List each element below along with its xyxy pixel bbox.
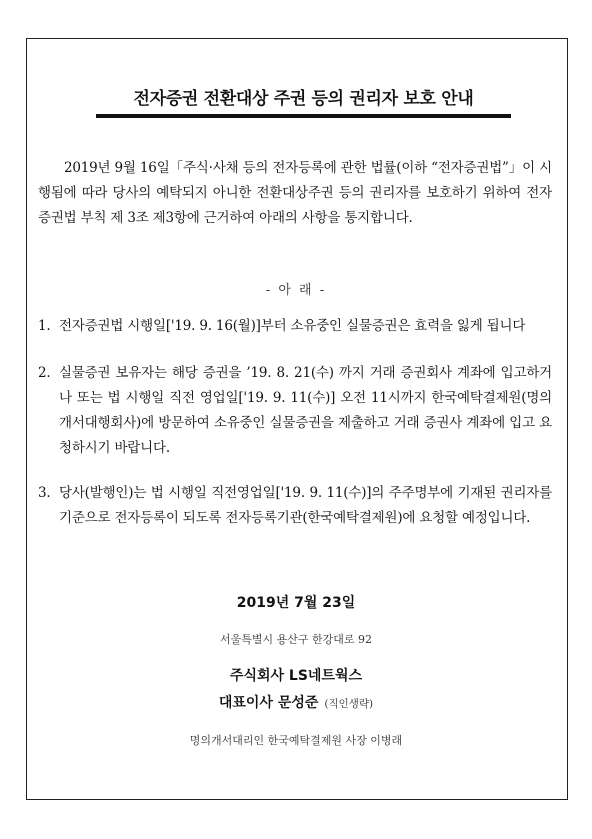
notice-item-3 (38, 481, 552, 531)
notice-date: 2019년 7월 23일 (236, 595, 356, 611)
notice-item-text: 실물증권 보유자는 해당 증권을 ’19. 8. 21(수) 까지 거래 증권회사 계좌에 입고하거나 또는 법 시행일 직전 영업일['19. 9. 11(수)] 오전 11시까지 한국예탁결제원(명의개서대행회사)에 방문하여 소유중인 실물증권을 제출하고 거래 증권사 계좌에 입고 요청하시기 바랍니다. (59, 365, 552, 456)
notice-item-text: 당사(발행인)는 법 시행일 직전영업일['19. 9. 11(수)]의 주주명부에 기재된 권리자를 기준으로 전자등록이 되도록 전자등록기관(한국예탁결제원)에 요청할 예정입니다. (59, 485, 552, 526)
company-name: 주식회사 LS네트웍스 (229, 668, 363, 684)
notice-item-number: 3. (38, 485, 51, 501)
document-title: 전자증권 전환대상 주권 등의 권리자 보호 안내 (133, 89, 474, 109)
notice-item-number: 2. (38, 365, 51, 381)
ceo-line (0, 692, 592, 712)
notice-item-text: 전자증권법 시행일['19. 9. 16(월)]부터 소유중인 실물증권은 효력을 잃게 됩니다 (59, 318, 526, 334)
notice-item-number: 1. (38, 318, 51, 334)
intro-paragraph: 2019년 9월 16일「주식·사채 등의 전자등록에 관한 법률(이하 “전자증권법”」이 시행됨에 따라 당사의 예탁되지 아니한 전환대상주권 등의 권리자를 보호하기 위하여 전자증권법 부칙 제 3조 제3항에 근거하여 아래의 사항을 통지합니다. (38, 160, 552, 226)
ceo-name: 대표이사 문성준 (218, 695, 319, 711)
section-separator: - 아 래 - (265, 283, 327, 298)
company-address: 서울특별시 용산구 한강대로 92 (220, 633, 372, 646)
notice-item-2 (38, 361, 552, 461)
title-underline (96, 114, 511, 118)
seal-omitted-note: (직인생략) (324, 698, 374, 710)
transfer-agent: 명의개서대리인 한국예탁결제원 사장 이병래 (189, 734, 403, 747)
notice-item-1 (38, 314, 552, 339)
